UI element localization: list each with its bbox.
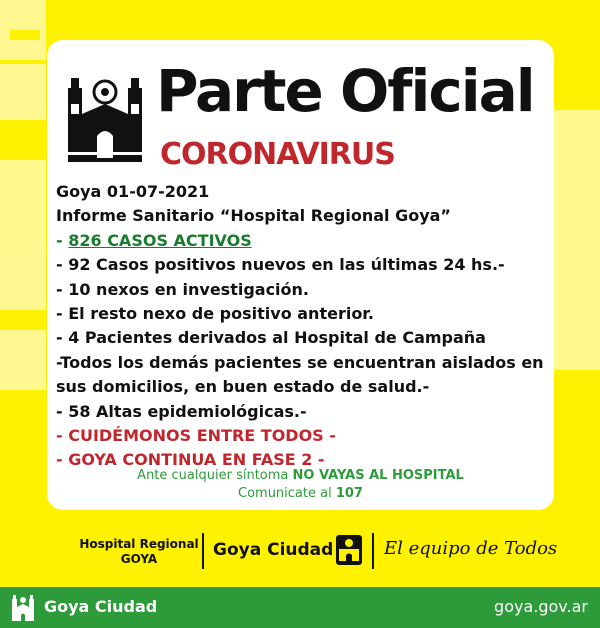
active-cases-prefix: -	[56, 230, 69, 250]
goya-church-logo-icon	[68, 74, 142, 162]
goya-church-white-icon	[12, 594, 34, 621]
report-line: - 92 Casos positivos nuevos en las últimas 24 hs.-	[56, 255, 505, 275]
note-prefix: Ante cualquier síntoma	[137, 468, 293, 483]
hospital-line2: GOYA	[120, 552, 158, 566]
active-cases-line	[56, 229, 546, 253]
hospital-brand	[78, 537, 200, 567]
red-message: - CUIDÉMONOS ENTRE TODOS -	[56, 426, 336, 446]
symptom-note	[47, 467, 554, 503]
goya-crest-icon	[336, 535, 362, 565]
red-message: - GOYA CONTINUA EN FASE 2 -	[56, 450, 325, 470]
report-body	[56, 180, 546, 473]
website-link[interactable]: goya.gov.ar	[494, 597, 588, 616]
brand-divider	[202, 533, 204, 569]
page-subtitle: CORONAVIRUS	[160, 137, 395, 172]
report-source: Informe Sanitario “Hospital Regional Goya”	[56, 206, 451, 226]
note-line2-prefix: Comunicate al	[238, 486, 336, 501]
note-phone: 107	[335, 486, 363, 501]
brand-divider	[372, 533, 374, 569]
note-emphasis: NO VAYAS AL HOSPITAL	[292, 468, 464, 483]
page-title: Parte Oficial	[156, 57, 534, 125]
footer-brands	[0, 525, 600, 575]
report-line: - 4 Pacientes derivados al Hospital de Campaña	[56, 328, 486, 348]
report-line: - 58 Altas epidemiológicas.-	[56, 401, 307, 421]
slogan: El equipo de Todos	[384, 538, 558, 559]
report-line: - El resto nexo de positivo anterior.	[56, 304, 374, 324]
report-date: Goya 01-07-2021	[56, 182, 210, 201]
active-cases: 826 CASOS ACTIVOS	[68, 230, 252, 250]
bottom-bar-brand: Goya Ciudad	[44, 597, 158, 616]
bottom-bar	[0, 587, 600, 628]
hospital-line1: Hospital Regional	[79, 537, 199, 551]
report-line: -Todos los demás pacientes se encuentran aislados en sus domicilios, en buen estado de salud.-	[56, 352, 544, 397]
report-line: - 10 nexos en investigación.	[56, 279, 309, 299]
city-brand: Goya Ciudad	[213, 540, 334, 560]
